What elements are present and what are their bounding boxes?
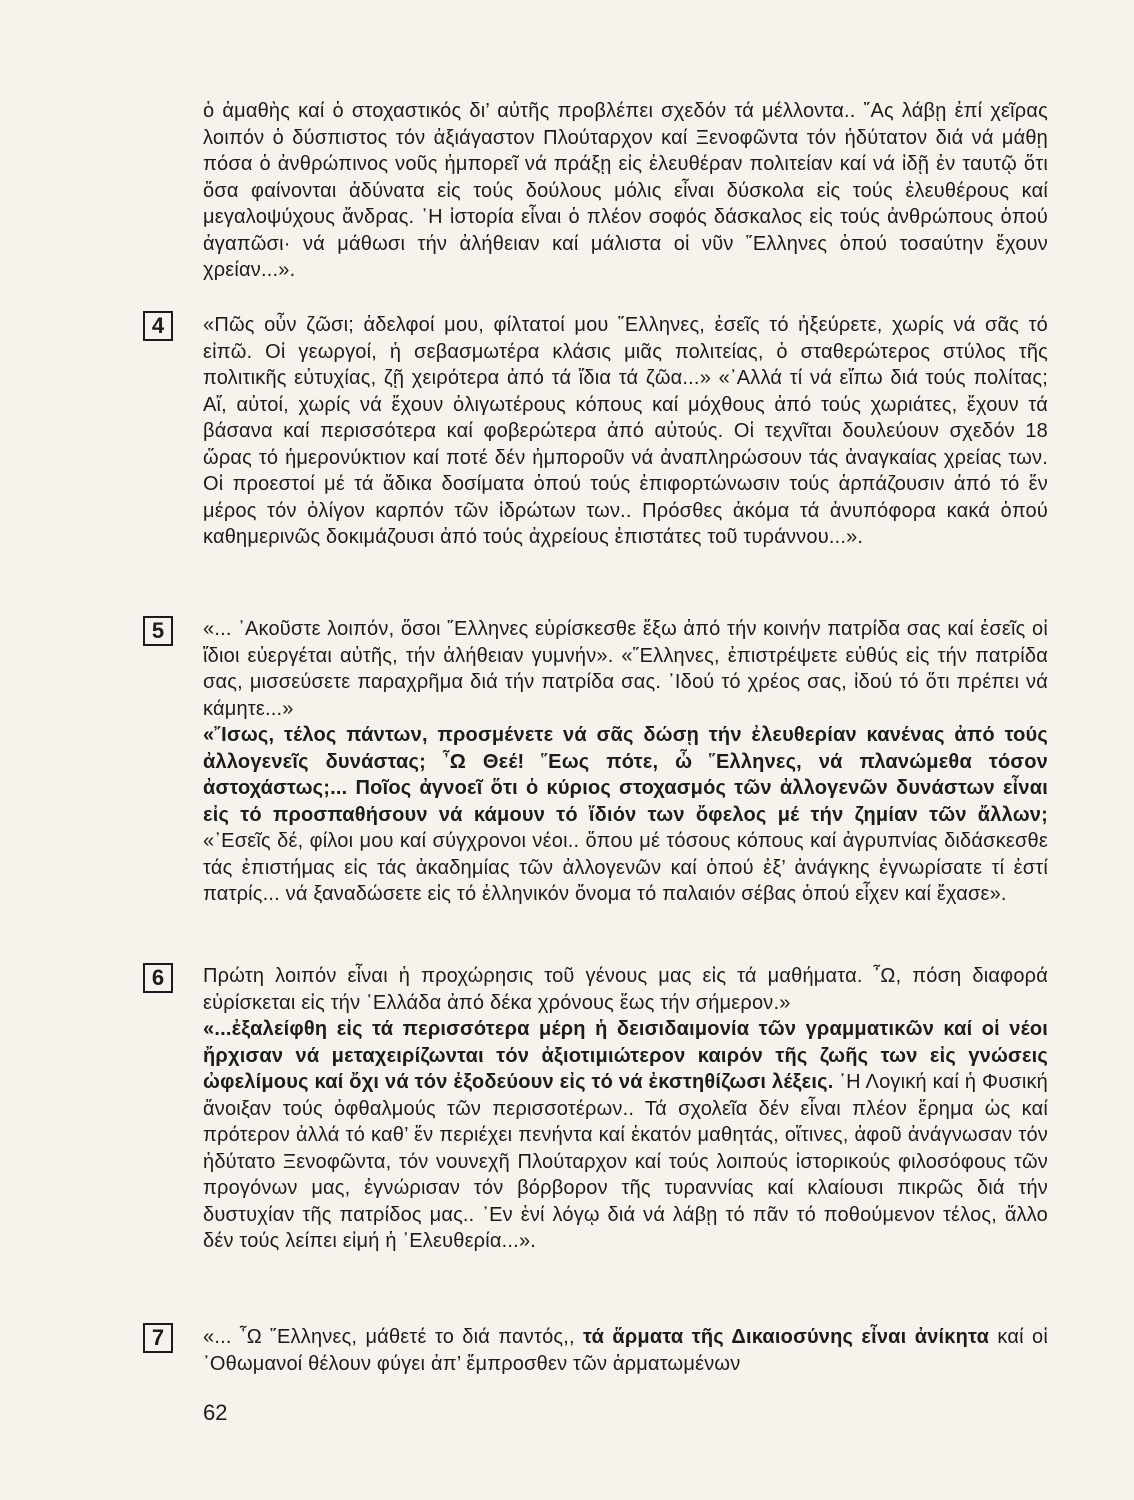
section-number-4: 4 bbox=[143, 311, 173, 341]
section-6-text-2: ῾Η Λογική καί ἡ Φυσική ἄνοιξαν τούς ὀφθαλμούς τῶν περισσοτέρων.. Τά σχολεῖα δέν εἶναι πλέον ἔρημα ὡς καί πρότερον ἀλλά τό καθ’ ἕν περιέχει πενήντα καί ἑκατόν μαθητάς, οἵτινες, ἀφοῦ ἀνάγνωσαν τόν ἡδύτατο Ξενοφῶντα, τόν νουνεχῆ Πλούταρχον καί τούς λοιπούς ἱστορικούς φιλοσόφους τῶν προγόνων μας, ἐγνώρισαν τόν βόρβορον τῆς τυραννίας καί κλαίουσι πικρῶς διά τήν δυστυχίαν τῆς πατρίδος μας.. ᾿Εν ἑνί λόγῳ διά νά λάβῃ τό πᾶν τό ποθούμενον τέλος, ἄλλο δέν τούς λείπει εἰμή ἡ ᾿Ελευθερία...». bbox=[203, 1071, 1048, 1252]
section-4-text: «Πῶς οὖν ζῶσι; ἀδελφοί μου, φίλτατοί μου ῞Ελληνες, ἐσεῖς τό ἠξεύρετε, χωρίς νά σᾶς τό εἰπῶ. Οἱ γεωργοί, ἡ σεβασμωτέρα κλάσις μιᾶς πολιτείας, ὁ σταθερώτερος στύλος τῆς πολιτικῆς εὐτυχίας, ζῇ χειρότερα ἀπό τά ἴδια τά ζῶα...» «᾿Αλλά τί νά εἴπω διά τούς πολίτας; Αἴ, αὐτοί, χωρίς νά ἔχουν ὀλιγωτέρους κόπους καί μόχθους ἀπό τούς χωριάτες, ἔχουν τά βάσανα καί περισσότερα καί φοβερώτερα ἀπό αὐτούς. Οἱ τεχνῖται δουλεύουν σχεδόν 18 ὥρας τό ἡμερονύκτιον καί ποτέ δέν ἠμποροῦν νά ἀναπληρώσουν τάς ἀναγκαίας χρείας των. Οἱ προεστοί μέ τά ἄδικα δοσίματα ὁπού τούς ἐπιφορτώνωσιν τούς ἁρπάζουσιν ἀπό τό ἕν μέρος τόν ὀλίγον καρπόν τῶν ἱδρώτων των.. Πρόσθες ἀκόμα τά ἀνυπόφορα κακά ὁπού καθημερινῶς δοκιμάζουσι ἀπό τούς ἀχρείους ἐπιστάτες τοῦ τυράννου...». bbox=[203, 314, 1048, 548]
intro-paragraph bbox=[203, 98, 1048, 284]
section-7-paragraph bbox=[203, 1324, 1048, 1377]
section-number-6: 6 bbox=[143, 963, 173, 993]
section-number-5: 5 bbox=[143, 616, 173, 646]
section-6-paragraph bbox=[203, 963, 1048, 1255]
section-5-text-1: «... ᾿Ακοῦστε λοιπόν, ὅσοι ῞Ελληνες εὑρίσκεσθε ἔξω ἀπό τήν κοινήν πατρίδα σας καί ἐσεῖς οἱ ἴδιοι εὐεργέται αὐτῆς, τήν ἀλήθειαν γυμνήν». «῞Ελληνες, ἐπιστρέψετε εὐθύς εἰς τήν πατρίδα σας, μισσεύσετε παραχρῆμα διά τήν πατρίδα σας. ᾿Ιδού τό χρέος σας, ἰδού τό ὅτι πρέπει νά κάμητε...» bbox=[203, 618, 1048, 720]
section-5-bold-text: «῎Ισως, τέλος πάντων, προσμένετε νά σᾶς δώσῃ τήν ἐλευθερίαν κανένας ἀπό τούς ἀλλογενεῖς δυνάστας; ῏Ω Θεέ! ῞Εως πότε, ὦ ῞Ελληνες, νά πλανώμεθα τόσον ἀστοχάστως;... Ποῖος ἀγνοεῖ ὅτι ὁ κύριος στοχασμός τῶν ἀλλογενῶν δυνάστων εἶναι εἰς τό προσπαθήσουν νά κάμουν τό ἴδιόν των ὄφελος μέ τήν ζημίαν τῶν ἄλλων; bbox=[203, 724, 1048, 826]
page-number: 62 bbox=[203, 1400, 228, 1425]
section-4-paragraph bbox=[203, 312, 1048, 551]
section-7-bold-text: τά ἅρματα τῆς Δικαιοσύνης εἶναι ἀνίκητα bbox=[583, 1326, 990, 1348]
section-5-paragraph bbox=[203, 616, 1048, 908]
section-6-bold-text: «...ἐξαλείφθη εἰς τά περισσότερα μέρη ἡ δεισιδαιμονία τῶν γραμματικῶν καί οἱ νέοι ἤρχισαν νά μεταχειρίζωνται τόν ἀξιοτιμιώτερον καιρόν τῆς ζωῆς των εἰς γνώσεις ὠφελίμους καί ὄχι νά τόν ἐξοδεύουν εἰς τό νά ἐκστηθίζωσι λέξεις. bbox=[203, 1018, 1048, 1093]
section-number-7: 7 bbox=[143, 1323, 173, 1353]
section-7-text-1: «... ῏Ω ῞Ελληνες, μάθετέ το διά παντός,, bbox=[203, 1326, 584, 1348]
intro-text: ὁ ἀμαθὴς καί ὁ στοχαστικός δι’ αὐτῆς προβλέπει σχεδόν τά μέλλοντα.. ῎Ας λάβῃ ἐπί χεῖρας λοιπόν ὁ δύσπιστος τόν ἀξιάγαστον Πλούταρχον καί Ξενοφῶντα τόν ἡδύτατον διά νά μάθῃ πόσα ὁ ἀνθρώπινος νοῦς ἠμπορεῖ νά πράξῃ εἰς ἐλευθέραν πολιτείαν καί νά ἰδῇ ἐν ταυτῷ ὅτι ὅσα φαίνονται ἀδύνατα εἰς τούς δούλους μόλις εἶναι δύσκολα εἰς τούς ἐλευθέρους καί μεγαλοψύχους ἄνδρας. ῾Η ἱστορία εἶναι ὁ πλέον σοφός δάσκαλος εἰς τούς ἀνθρώπους ὁπού ἀγαπῶσι· νά μάθωσι τήν ἀλήθειαν καί μάλιστα οἱ νῦν ῞Ελληνες ὁπού τοσαύτην ἔχουν χρείαν...». bbox=[203, 100, 1048, 281]
section-5-text-2: «᾿Εσεῖς δέ, φίλοι μου καί σύγχρονοι νέοι.. ὅπου μέ τόσους κόπους καί ἀγρυπνίας διδάσκεσθε τάς ἐπιστήμας εἰς τάς ἀκαδημίας τῶν ἀλλογενῶν καί ὁπού ἐξ’ ἀνάγκης ἐγνωρίσατε τί ἐστί πατρίς... νά ξαναδώσετε εἰς τό ἑλληνικόν ὄνομα τό παλαιόν σέβας ὁπού εἶχεν καί ἔχασε». bbox=[203, 830, 1048, 905]
section-6-text-1: Πρώτη λοιπόν εἶναι ἡ προχώρησις τοῦ γένους μας εἰς τά μαθήματα. ῏Ω, πόση διαφορά εὑρίσκεται εἰς τήν ῾Ελλάδα ἀπό δέκα χρόνους ἕως τήν σήμερον.» bbox=[203, 965, 1048, 1014]
section-7-text-2: καί οἱ ᾿Οθωμανοί θέλουν φύγει ἀπ’ ἔμπροσθεν τῶν ἁρματωμένων bbox=[203, 1326, 1048, 1375]
